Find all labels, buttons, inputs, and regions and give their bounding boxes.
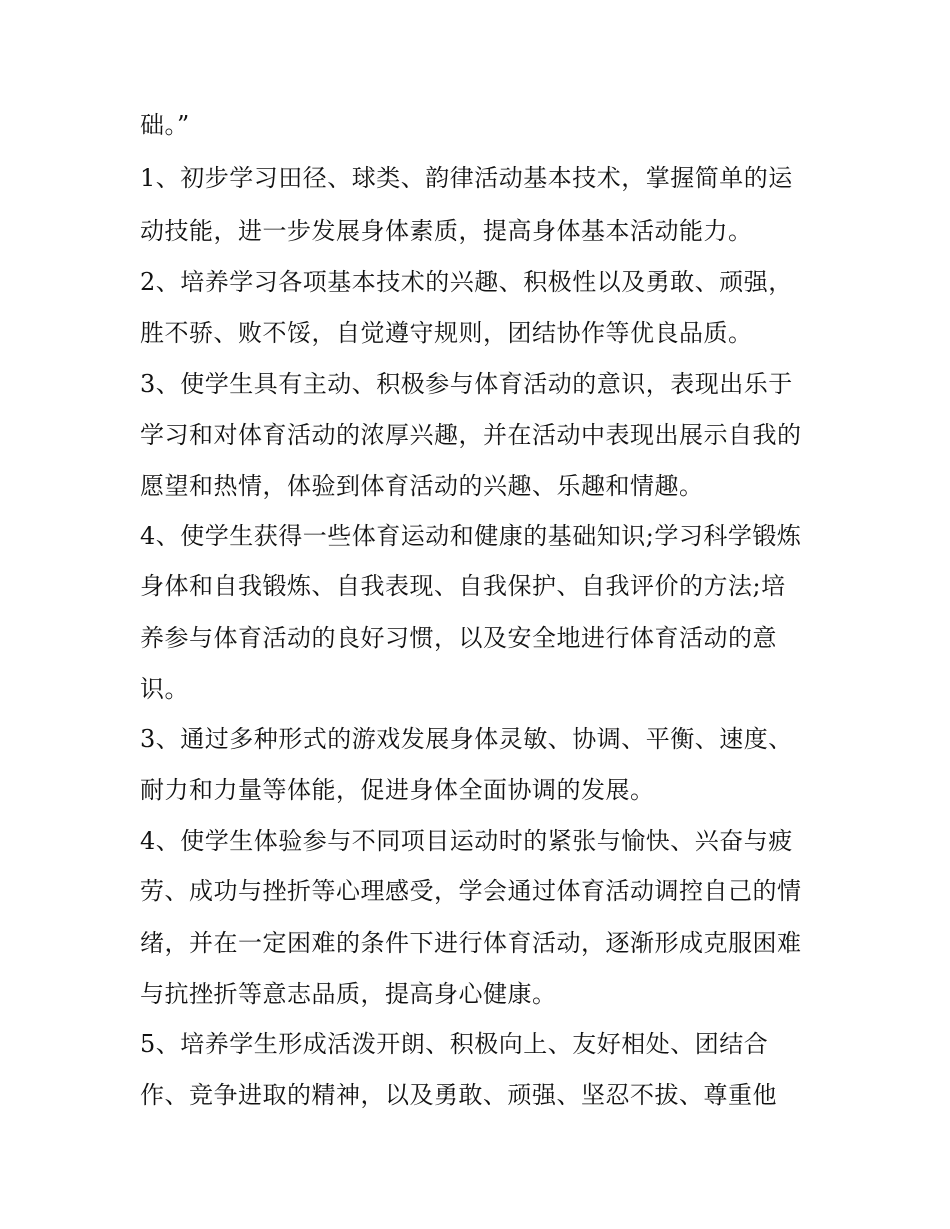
text-line: 劳、成功与挫折等心理感受，学会通过体育活动调控自己的情 — [140, 877, 802, 905]
text-line: 2、培养学习各项基本技术的兴趣、积极性以及勇敢、顽强， — [140, 268, 793, 296]
text-line: 1、初步学习田径、球类、韵律活动基本技术，掌握简单的运 — [140, 164, 793, 192]
text-line: 3、通过多种形式的游戏发展身体灵敏、协调、平衡、速度、 — [140, 725, 793, 753]
text-line: 作、竞争进取的精神，以及勇敢、顽强、坚忍不拔、尊重他 — [140, 1081, 777, 1109]
text-line: 愿望和热情，体验到体育活动的兴趣、乐趣和情趣。 — [140, 472, 704, 500]
text-line: 识。 — [140, 675, 189, 703]
text-line: 耐力和力量等体能，促进身体全面协调的发展。 — [140, 776, 655, 804]
text-line: 身体和自我锻炼、自我表现、自我保护、自我评价的方法;培 — [140, 572, 786, 600]
text-line: 3、使学生具有主动、积极参与体育活动的意识，表现出乐于 — [140, 370, 793, 398]
text-line: 养参与体育活动的良好习惯，以及安全地进行体育活动的意 — [140, 624, 777, 652]
text-line: 胜不骄、败不馁，自觉遵守规则，团结协作等优良品质。 — [140, 319, 753, 347]
text-line: 5、培养学生形成活泼开朗、积极向上、友好相处、团结合 — [140, 1030, 769, 1058]
text-line: 动技能，进一步发展身体素质，提高身体基本活动能力。 — [140, 217, 753, 245]
text-line: 础。” — [140, 111, 190, 139]
text-line: 4、使学生获得一些体育运动和健康的基础知识;学习科学锻炼 — [140, 522, 802, 550]
text-line: 4、使学生体验参与不同项目运动时的紧张与愉快、兴奋与疲 — [140, 827, 793, 855]
text-line: 与抗挫折等意志品质，提高身心健康。 — [140, 980, 557, 1008]
text-line: 绪，并在一定困难的条件下进行体育活动，逐渐形成克服困难 — [140, 929, 802, 957]
text-line: 学习和对体育活动的浓厚兴趣，并在活动中表现出展示自我的 — [140, 421, 802, 449]
